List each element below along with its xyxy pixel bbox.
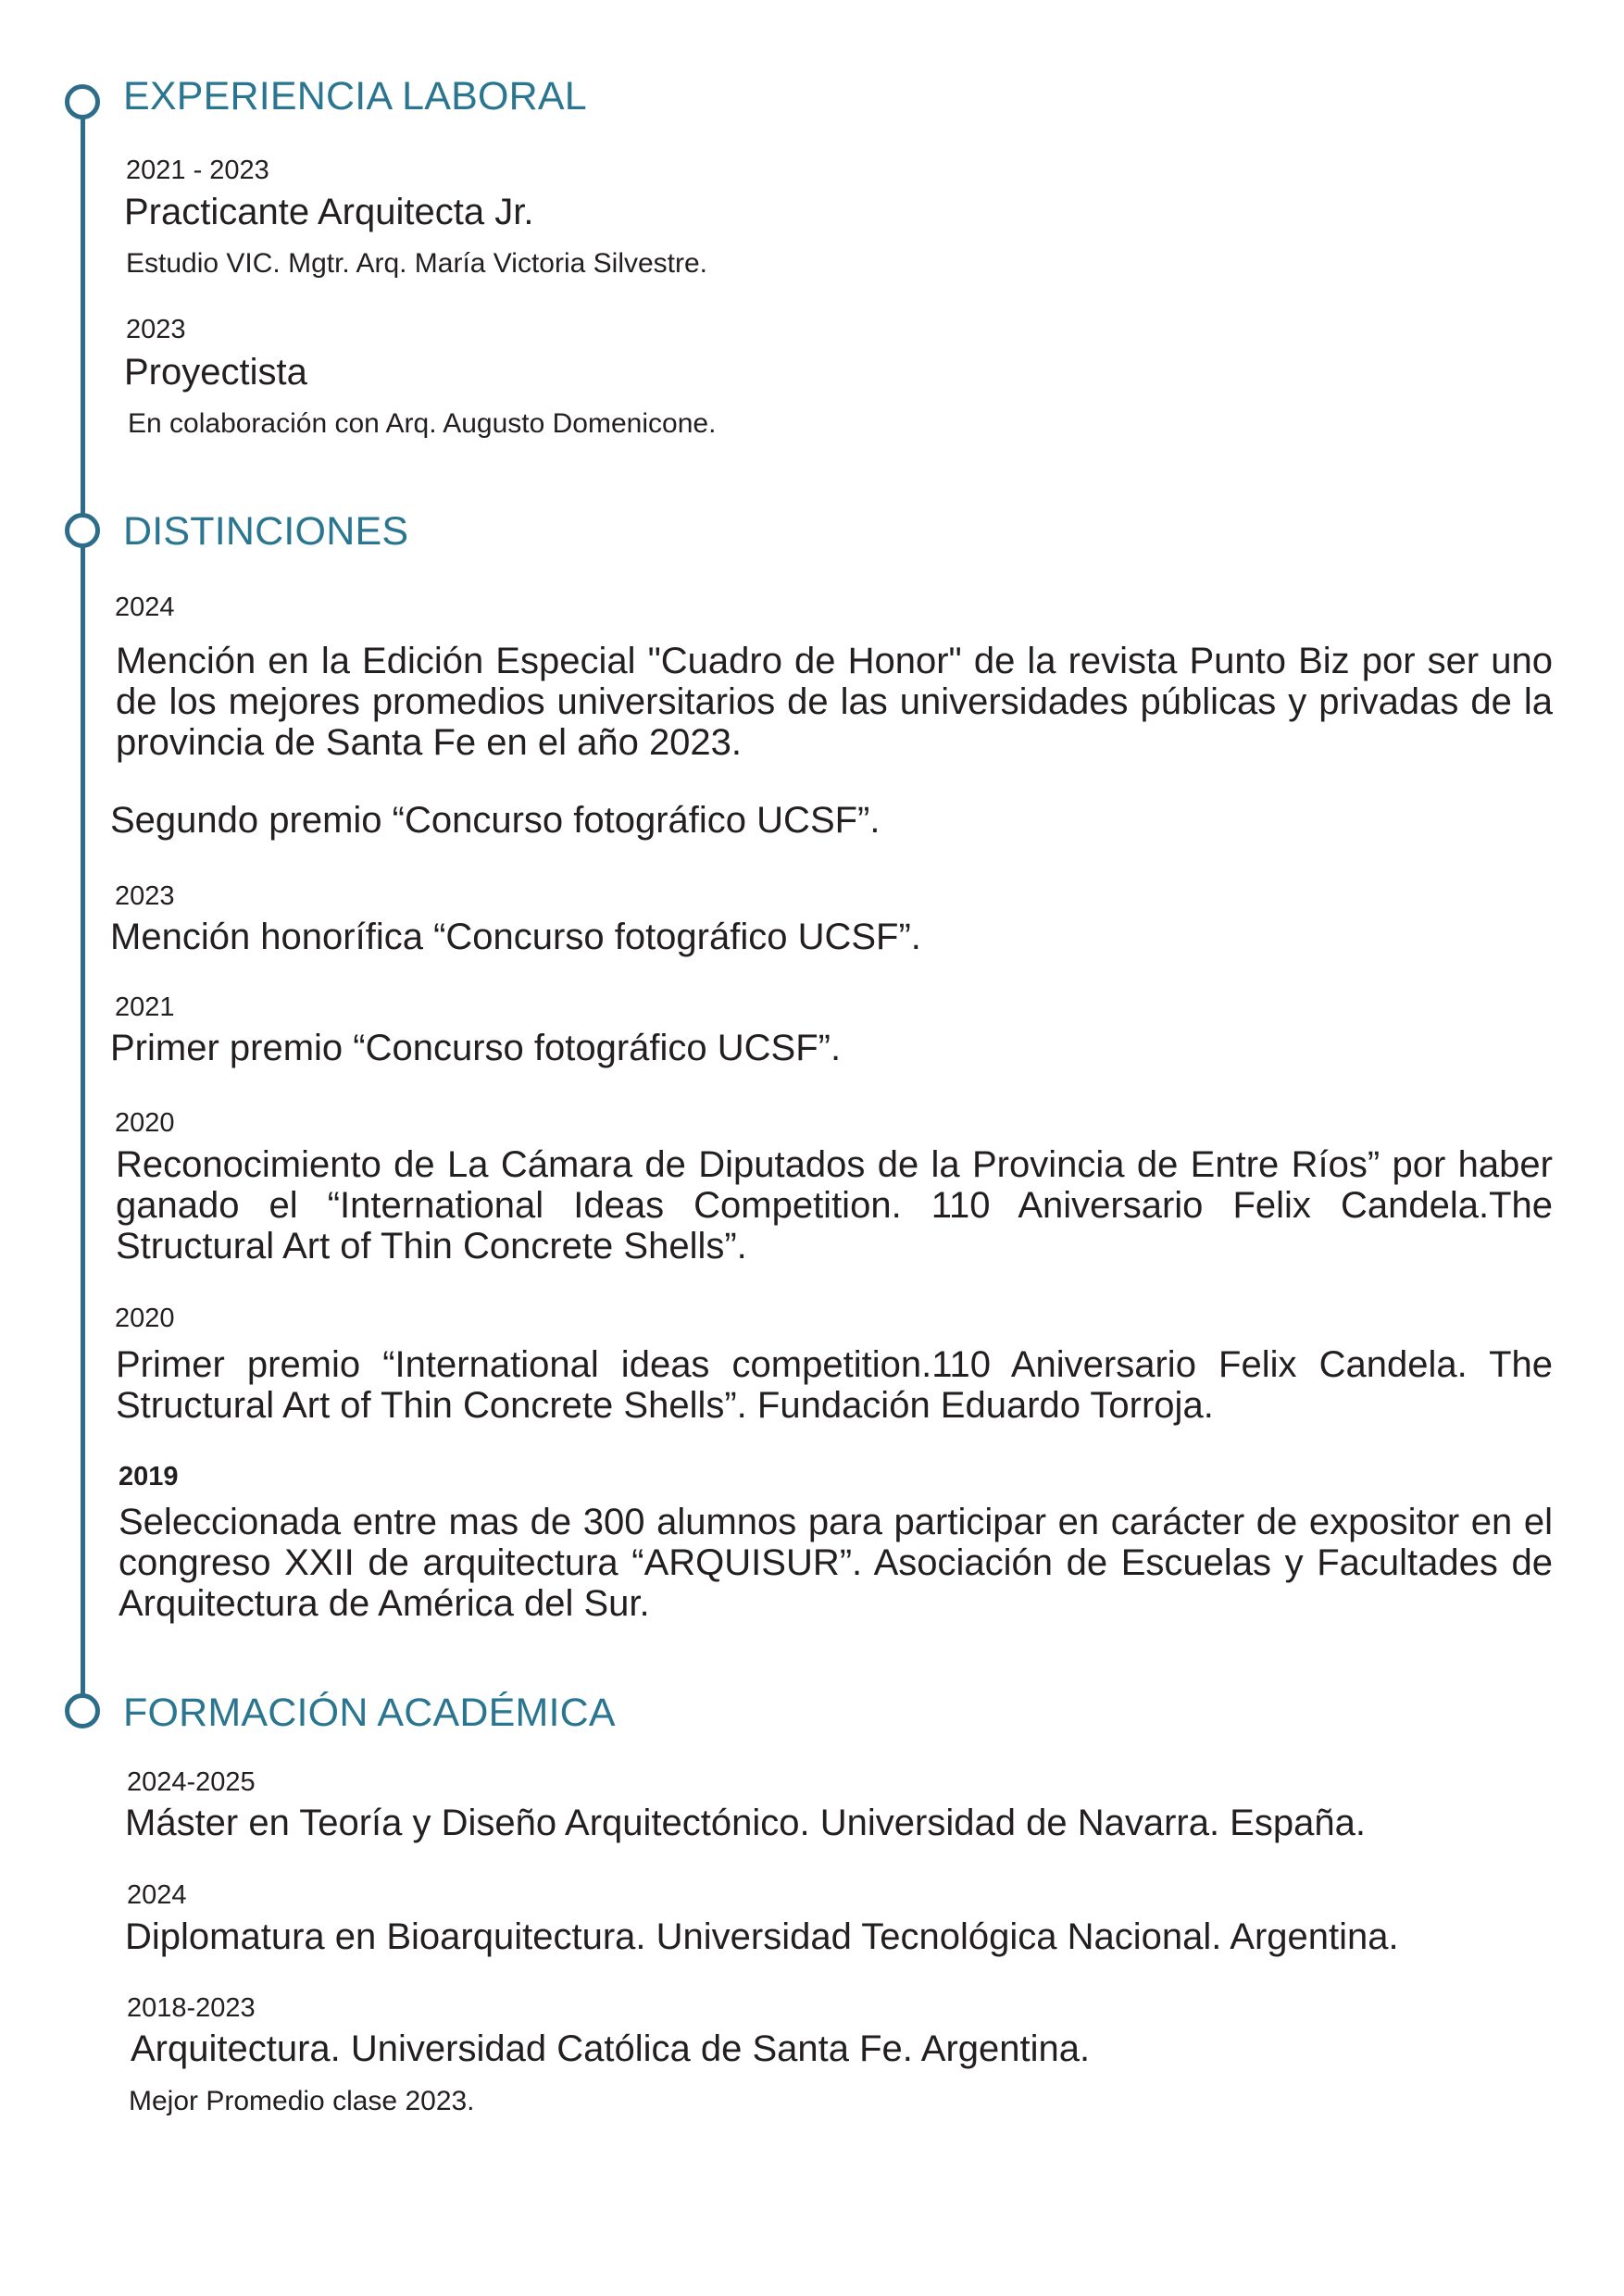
section-title-distinciones: DISTINCIONES [123, 509, 409, 554]
formacion-text: Diplomatura en Bioarquitectura. Universidad Tecnológica Nacional. Argentina. [125, 1916, 1399, 1957]
formacion-text: Máster en Teoría y Diseño Arquitectónico. Universidad de Navarra. España. [125, 1803, 1366, 1843]
distincion-text: Reconocimiento de La Cámara de Diputados de la Provincia de Entre Ríos” por haber ganado el “International Ideas Competition. 110 Aniversario Felix Candela.The Structural Art of Thin Concrete Shells”. [116, 1144, 1553, 1267]
distincion-year: 2021 [115, 992, 175, 1022]
distincion-year: 2023 [115, 881, 175, 911]
distincion-year: 2020 [115, 1108, 175, 1138]
formacion-years: 2018-2023 [127, 1993, 256, 2023]
distincion-text: Segundo premio “Concurso fotográfico UCSF”. [110, 800, 881, 841]
section-title-formacion: FORMACIÓN ACADÉMICA [123, 1691, 616, 1735]
timeline-node-formacion [65, 1693, 100, 1728]
formacion-text: Arquitectura. Universidad Católica de Santa Fe. Argentina. [131, 2028, 1091, 2069]
timeline-node-experiencia [65, 84, 100, 119]
entry-years: 2023 [126, 315, 186, 344]
entry-role: Proyectista [124, 352, 307, 393]
distincion-year: 2020 [115, 1304, 175, 1333]
entry-role: Practicante Arquitecta Jr. [124, 192, 534, 232]
formacion-years: 2024 [127, 1880, 187, 1910]
section-title-experiencia: EXPERIENCIA LABORAL [123, 74, 587, 119]
distincion-year: 2024 [115, 593, 175, 622]
timeline-line [81, 113, 85, 1705]
timeline-node-distinciones [65, 513, 100, 548]
entry-detail: Estudio VIC. Mgtr. Arq. María Victoria Silvestre. [126, 248, 708, 279]
distincion-text: Seleccionada entre mas de 300 alumnos para participar en carácter de expositor en el congreso XXII de arquitectura “ARQUISUR”. Asociación de Escuelas y Facultades de Arquitectura de América del Sur. [119, 1502, 1553, 1624]
distincion-text: Primer premio “International ideas competition.110 Aniversario Felix Candela. The Structural Art of Thin Concrete Shells”. Fundación Eduardo Torroja. [116, 1344, 1553, 1426]
distincion-text: Mención en la Edición Especial "Cuadro de Honor" de la revista Punto Biz por ser uno de los mejores promedios universitarios de las universidades públicas y privadas de la provincia de Santa Fe en el año 2023. [116, 641, 1553, 763]
formacion-years: 2024-2025 [127, 1767, 256, 1797]
distincion-text: Mención honorífica “Concurso fotográfico UCSF”. [110, 917, 921, 957]
distincion-year: 2019 [119, 1462, 179, 1491]
distincion-text: Primer premio “Concurso fotográfico UCSF”. [110, 1028, 842, 1068]
formacion-detail: Mejor Promedio clase 2023. [129, 2086, 475, 2116]
entry-years: 2021 - 2023 [126, 156, 269, 185]
entry-detail: En colaboración con Arq. Augusto Domenicone. [128, 408, 717, 439]
